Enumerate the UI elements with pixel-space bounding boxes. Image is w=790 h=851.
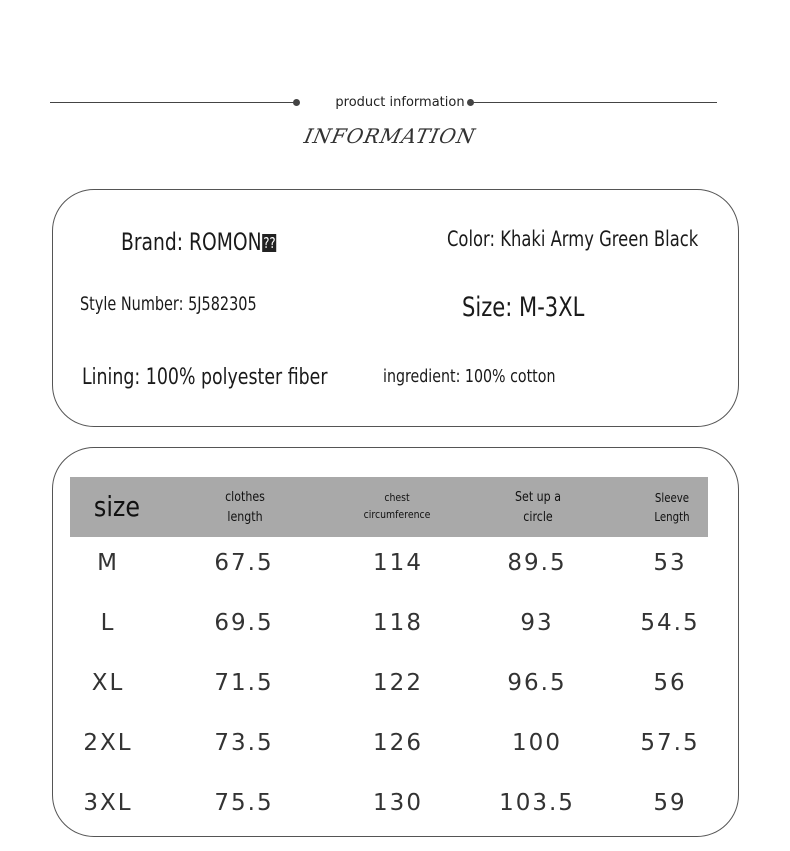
column-header-sleeve-length-line2: Length [654,510,690,524]
cell-clothes-length: 67.5 [214,550,274,576]
cell-set-up-circle: 89.5 [507,550,567,576]
lining-label: Lining: 100% polyester fiber [82,365,328,390]
cell-set-up-circle: 103.5 [499,790,575,816]
cell-sleeve-length: 56 [653,670,687,696]
style-number-label: Style Number: 5J582305 [80,293,257,315]
brand-text: Brand: ROMON [121,228,262,256]
column-header-set-up-circle-line1: Set up a [515,490,561,505]
cell-sleeve-length: 59 [653,790,687,816]
brand-glyphs: ?? [263,234,276,252]
cell-set-up-circle: 96.5 [507,670,567,696]
cell-sleeve-length: 57.5 [640,730,700,756]
column-header-clothes-length-line2: length [227,510,263,525]
cell-size: 3XL [83,790,133,816]
brand-label [121,228,276,256]
cell-chest: 114 [373,550,423,576]
cell-chest: 130 [373,790,423,816]
column-header-set-up-circle [496,488,581,528]
column-header-size: size [93,490,141,523]
cell-chest: 126 [373,730,423,756]
cell-clothes-length: 69.5 [214,610,274,636]
header-rule-left [50,102,296,103]
column-header-clothes-length-line1: clothes [225,490,265,505]
column-header-chest-line2: circumference [363,508,431,521]
header-title: product information [335,95,465,110]
cell-clothes-length: 71.5 [214,670,274,696]
cell-size: XL [91,670,125,696]
column-header-sleeve-length [638,489,706,527]
header-rule-right [472,102,717,103]
cell-size: M [97,550,119,576]
cell-size: 2XL [83,730,133,756]
cell-clothes-length: 73.5 [214,730,274,756]
cell-size: L [100,610,116,636]
header-script-text: INFORMATION [302,124,478,148]
column-header-clothes-length [203,488,288,528]
cell-chest: 122 [373,670,423,696]
color-label: Color: Khaki Army Green Black [447,227,699,251]
cell-set-up-circle: 93 [520,610,554,636]
ingredient-label: ingredient: 100% cotton [383,366,556,387]
cell-chest: 118 [373,610,423,636]
header-dot-left [293,99,300,106]
column-header-sleeve-length-line1: Sleeve [654,491,690,505]
column-header-chest-line1: chest [384,491,410,504]
cell-sleeve-length: 53 [653,550,687,576]
size-table-header [70,477,708,537]
cell-sleeve-length: 54.5 [640,610,700,636]
column-header-chest [350,489,444,523]
cell-set-up-circle: 100 [512,730,562,756]
cell-clothes-length: 75.5 [214,790,274,816]
column-header-set-up-circle-line2: circle [523,510,553,525]
size-range-label: Size: M-3XL [462,292,585,323]
